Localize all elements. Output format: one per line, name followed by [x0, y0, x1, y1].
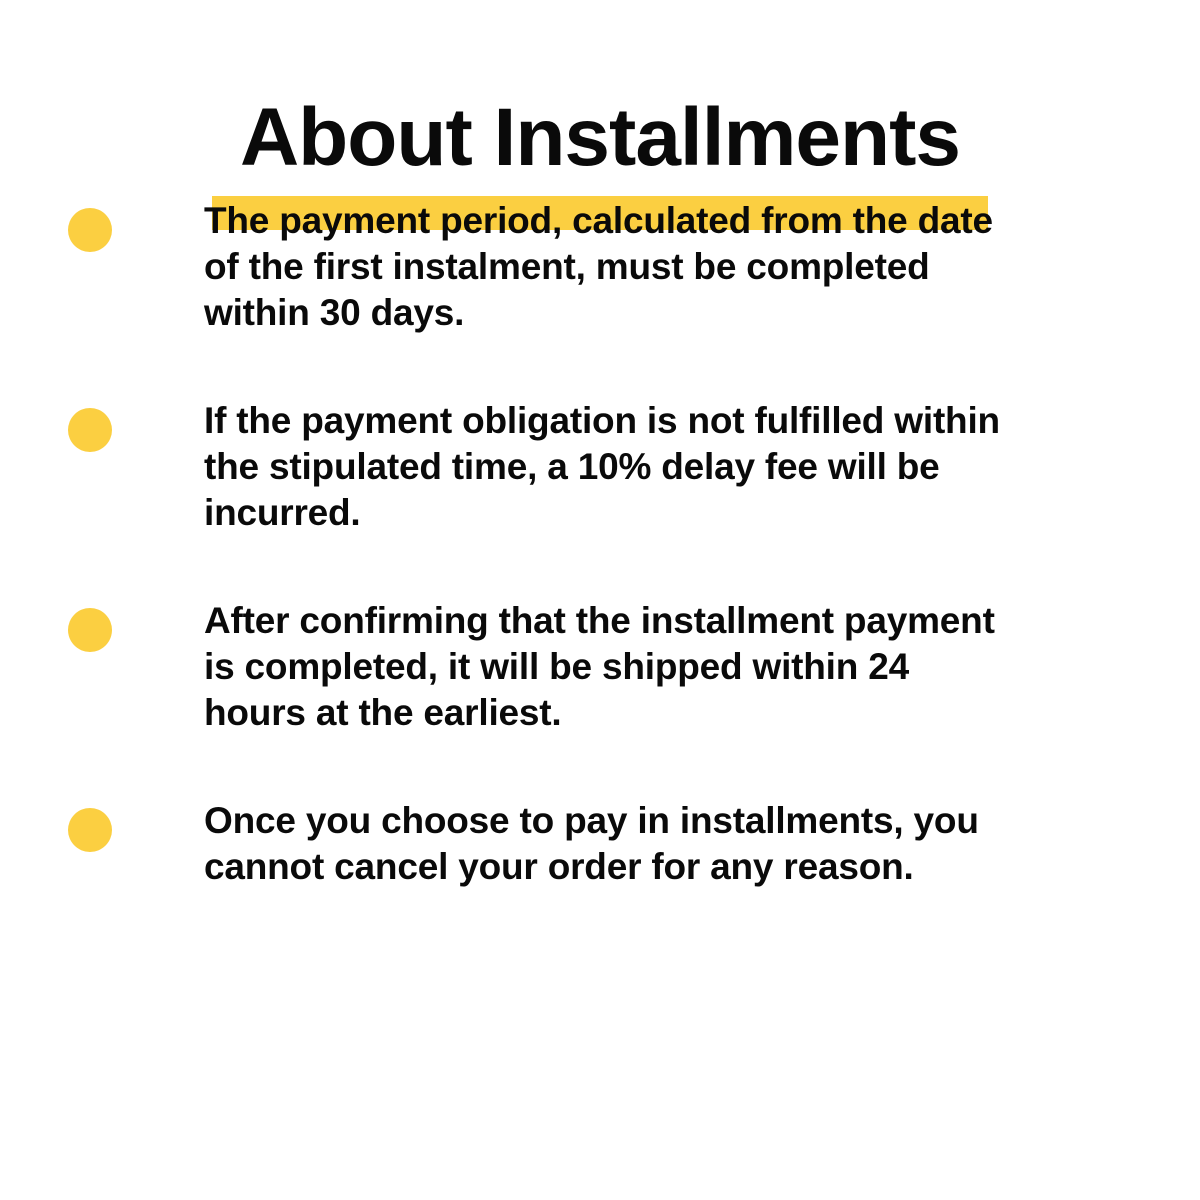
list-item-text: If the payment obligation is not fulfilled within the stipulated time, a 10% delay fee will be incurred. — [204, 400, 1000, 533]
list-item — [0, 798, 1200, 998]
list-item — [0, 598, 1200, 798]
page-header — [0, 0, 1200, 183]
list-item — [0, 198, 1200, 398]
list-item-text: Once you choose to pay in installments, you cannot cancel your order for any reason. — [204, 800, 979, 887]
bullet-dot-icon — [68, 608, 112, 652]
bullet-dot-icon — [68, 808, 112, 852]
list-item-text: After confirming that the installment payment is completed, it will be shipped within 24 hours at the earliest. — [204, 600, 995, 733]
page-title: About Installments — [239, 91, 961, 183]
list-item — [0, 398, 1200, 598]
bullet-dot-icon — [68, 408, 112, 452]
list-item-text: The payment period, calculated from the date of the first instalment, must be completed within 30 days. — [204, 200, 993, 333]
installment-terms-list — [0, 198, 1200, 998]
bullet-dot-icon — [68, 208, 112, 252]
